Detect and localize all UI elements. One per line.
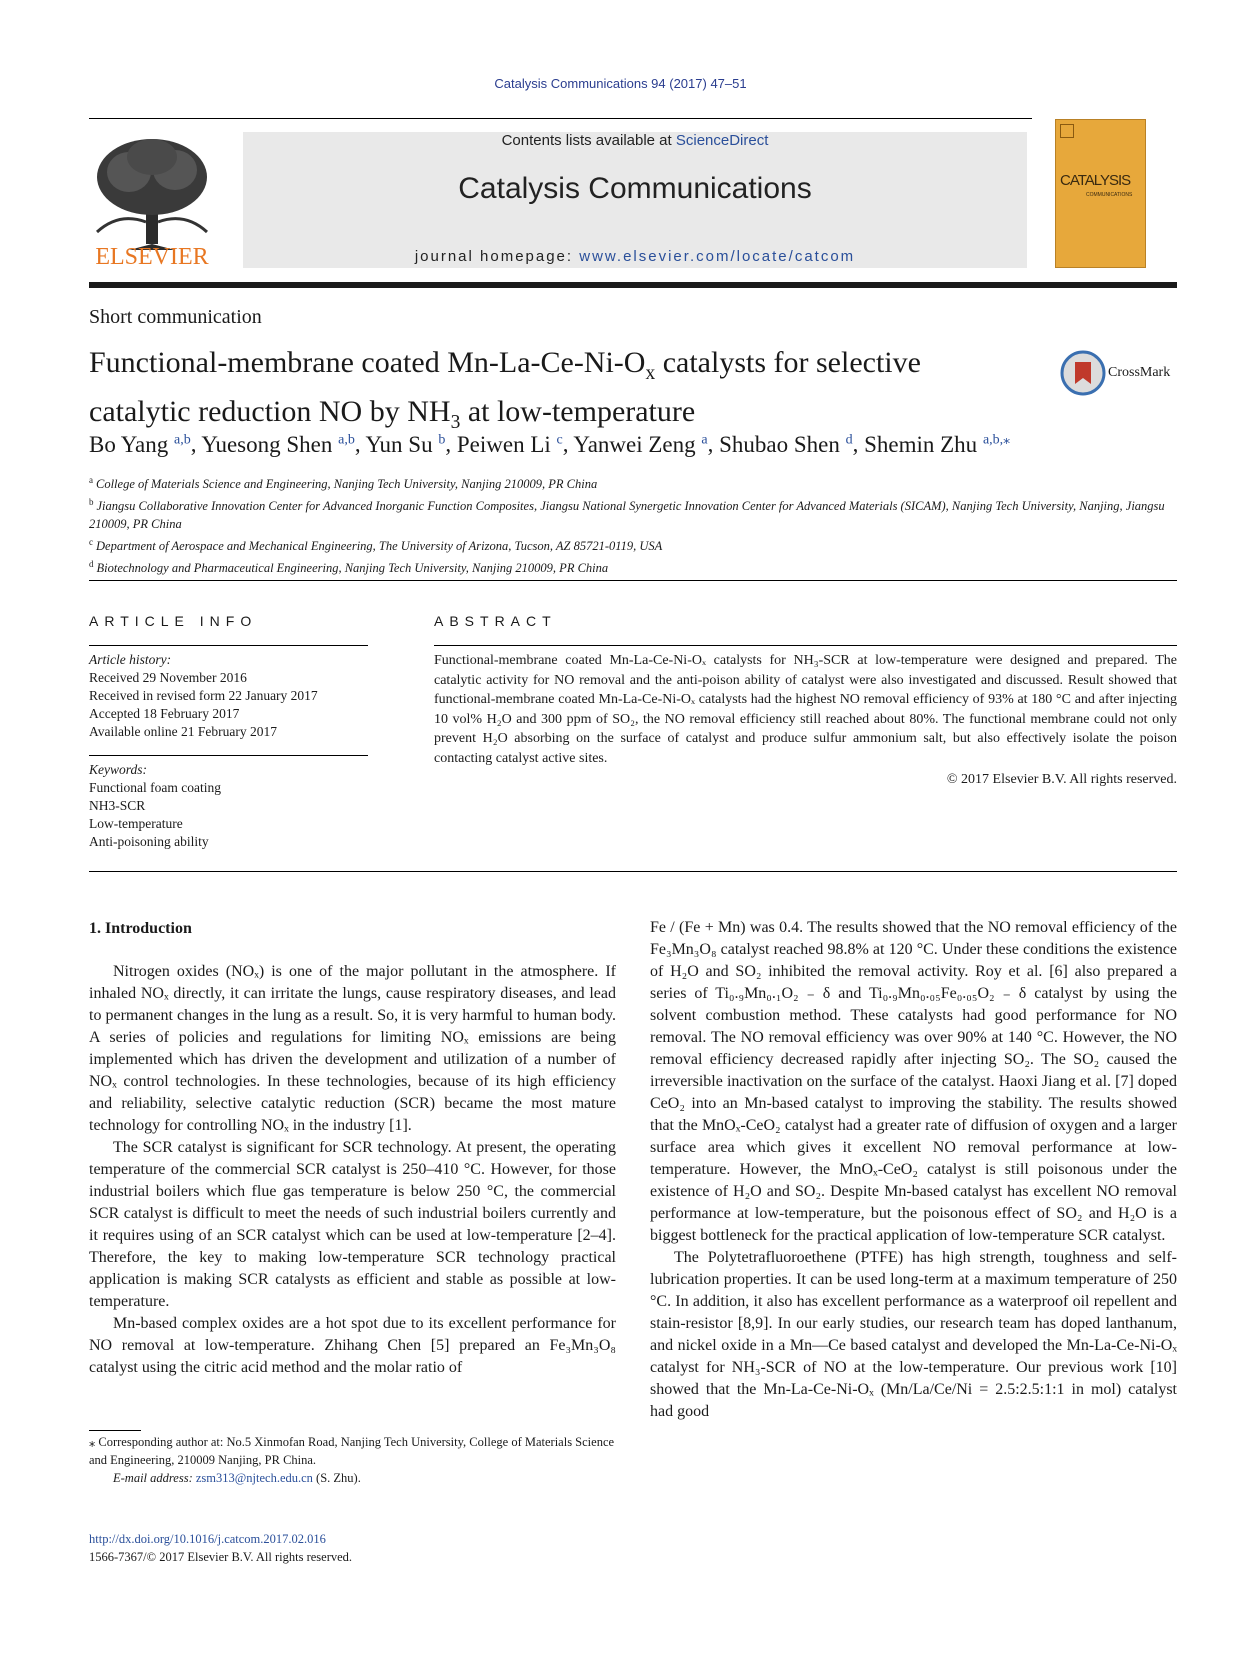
journal-citation[interactable]: Catalysis Communications 94 (2017) 47–51 xyxy=(494,76,747,91)
abstract-text: Functional-membrane coated Mn-La-Ce-Ni-Oₓ catalysts for NH₃-SCR at low-temperature were designed and prepared. The catalytic activity for NO removal and the anti-poison ability of catalyst were also investigated and discussed. Result showed that functional-membrane coated Mn-La-Ce-Ni-Oₓ catalysts had the highest NO removal efficiency of 93% at 180 °C and after injecting 10 vol% H₂O and 300 ppm of SO₂, the NO removal efficiency still reached about 80%. The functional membrane could not only prevent H₂O absorbing on the surface of catalyst and produce sulfur ammonium salt, but also effectively isolate the poison contacting catalyst active sites. xyxy=(434,653,1177,766)
issn-line: 1566-7367/© 2017 Elsevier B.V. All rights reserved. xyxy=(89,1550,353,1564)
keyword: Functional foam coating xyxy=(89,780,221,795)
body-column-right xyxy=(650,917,1177,1423)
elsevier-logo[interactable] xyxy=(89,132,215,274)
homepage-link[interactable]: www.elsevier.com/locate/catcom xyxy=(579,248,856,265)
abstract-copyright: © 2017 Elsevier B.V. All rights reserved. xyxy=(946,772,1177,787)
doi-block xyxy=(89,1530,352,1566)
author[interactable]: Yanwei Zeng $^a$ xyxy=(573,431,708,457)
cover-subtitle: COMMUNICATIONS xyxy=(1086,192,1133,198)
divider xyxy=(89,755,368,756)
author[interactable]: Yuesong Shen $^{a,b}$ xyxy=(201,431,355,457)
doi-link[interactable]: http://dx.doi.org/10.1016/j.catcom.2017.02.016 xyxy=(89,1532,326,1546)
affiliation: $^a$ College of Materials Science and Engineering, Nanjing Tech University, Nanjing 210009, PR China xyxy=(89,475,598,492)
header-thick-rule xyxy=(89,282,1177,288)
keyword: Low-temperature xyxy=(89,816,183,831)
history-label: Article history: xyxy=(89,652,172,667)
article-type: Short communication xyxy=(89,306,262,328)
crossmark-badge[interactable] xyxy=(1060,350,1180,398)
affiliation: $^b$ Jiangsu Collaborative Innovation Center for Advanced Inorganic Function Composites, Jiangsu National Synergetic Innovation Center for Advanced Materials (SICAM), Nanjing Tech University, Nanjing, Jiangsu 210009, PR China xyxy=(89,497,1165,532)
divider xyxy=(89,871,1177,872)
divider xyxy=(434,645,1177,646)
history-item: Accepted 18 February 2017 xyxy=(89,706,240,721)
paragraph: Fe / (Fe + Mn) was 0.4. The results showed that the NO removal efficiency of the Fe₃Mn₃O₈ catalyst reached 98.8% at 120 °C. Under these conditions the existence of H₂O and SO₂ inhibited the removal activity. Roy et al. [6] also prepared a series of Ti₀.₉Mn₀.₁O₂ ₋ δ and Ti₀.₉Mn₀.₀₅Fe₀.₀₅O₂ ₋ δ catalyst by using the solvent combustion method. These catalysts had good performance for NO removal. The NO removal efficiency was over 90% at 140 °C. However, the NO removal efficiency decreased rapidly after injecting SO₂. The SO₂ caused the irreversible inactivation on the surface of the catalyst. Haoxi Jiang et al. [7] doped CeO₂ into an Mn-based catalyst to improving the stability. The results showed that the MnOₓ-CeO₂ catalyst had a greater rate of diffusion of oxygen and a larger surface area which gives it excellent NO removal performance at low-temperature. However, the MnOₓ-CeO₂ catalyst is still poisonous under the existence of H₂O and SO₂. Despite Mn-based catalyst has excellent NO removal performance at low-temperature, but the poisonous effect of SO₂ and H₂O is a biggest bottleneck for the practical application of low-temperature SCR catalyst. xyxy=(650,919,1177,1244)
affiliation: $^c$ Department of Aerospace and Mechanical Engineering, The University of Arizona, Tucson, AZ 85721-0119, USA xyxy=(89,537,663,554)
article-title: Functional-membrane coated $Mn-La-Ce-Ni-O_x$ catalysts for selective catalytic reduction NO by $NH_3$ at low-temperature xyxy=(89,346,921,433)
author[interactable]: Peiwen Li $^c$ xyxy=(456,431,563,457)
body-column-left xyxy=(89,961,616,1379)
history-item: Available online 21 February 2017 xyxy=(89,724,277,739)
crossmark-label: CrossMark xyxy=(1108,365,1171,380)
crossmark-icon xyxy=(1060,350,1106,396)
keywords xyxy=(89,761,379,851)
history-item: Received in revised form 22 January 2017 xyxy=(89,688,318,703)
cover-logo-icon xyxy=(1060,124,1074,138)
footnote-rule xyxy=(89,1430,141,1431)
divider xyxy=(89,580,1177,581)
keyword: NH3-SCR xyxy=(89,798,146,813)
divider xyxy=(89,645,368,646)
email-link[interactable]: zsm313@njtech.edu.cn xyxy=(195,1471,313,1485)
top-rule xyxy=(89,118,1032,119)
author-list: Bo Yang $^{a,b}$, Yuesong Shen $^{a,b}$, Yun Su $^b$, Peiwen Li $^c$, Yanwei Zeng $^a$, Shubao Shen $^d$, Shemin Zhu $^{a,b,⁎}$ xyxy=(89,431,1011,457)
journal-title: Catalysis Communications xyxy=(458,172,812,205)
affiliations xyxy=(89,471,1179,578)
paragraph: Mn-based complex oxides are a hot spot due to its excellent performance for NO removal at low-temperature. Zhihang Chen [5] prepared an Fe₃Mn₃O₈ catalyst using the citric acid method and the molar ratio of xyxy=(89,1315,616,1376)
elsevier-wordmark: ELSEVIER xyxy=(95,244,209,270)
author[interactable]: Shemin Zhu $^{a,b,⁎}$ xyxy=(864,431,1011,457)
author[interactable]: Shubao Shen $^d$ xyxy=(719,431,853,457)
abstract-heading: ABSTRACT xyxy=(434,613,557,629)
cover-title: CATALYSIS xyxy=(1060,172,1131,189)
email-line: E-mail address: zsm313@njtech.edu.cn (S. Zhu). xyxy=(113,1471,361,1485)
paragraph: Nitrogen oxides (NOₓ) is one of the major pollutant in the atmosphere. If inhaled NOₓ directly, it can irritate the lungs, cause respiratory diseases, and lead to permanent changes in the lung as a result. So, it is very harmful to human body. A series of policies and regulations for limiting NOₓ emissions are being implemented which has driven the development and utilization of a number of NOₓ control technologies. In these technologies, because of its high efficiency and reliability, selective catalytic reduction (SCR) became the most mature technology for controlling NOₓ in the industry [1]. xyxy=(89,963,616,1134)
corresponding-author-note: ⁎ Corresponding author at: No.5 Xinmofan Road, Nanjing Tech University, College of Materials Science and Engineering, 210009 Nanjing, PR China. xyxy=(89,1435,615,1467)
footnote xyxy=(89,1433,616,1487)
sciencedirect-link[interactable]: ScienceDirect xyxy=(675,132,769,149)
journal-homepage: journal homepage: www.elsevier.com/locate/catcom xyxy=(414,248,856,265)
article-history xyxy=(89,651,379,741)
paragraph: The SCR catalyst is significant for SCR technology. At present, the operating temperature of the commercial SCR catalyst is 250–410 °C. However, for those industrial boilers which flue gas temperature is below 250 °C, the commercial SCR catalyst is difficult to meet the needs of such industrial boilers currently and it requires using of an SCR catalyst which can be used at low-temperature [2–4]. Therefore, the key to making low-temperature SCR technology practical application is making SCR catalysts as efficient and stable as possible at low-temperature. xyxy=(89,1139,616,1310)
keyword: Anti-poisoning ability xyxy=(89,834,209,849)
keywords-label: Keywords: xyxy=(89,762,147,777)
paragraph: The Polytetrafluoroethene (PTFE) has high strength, toughness and self-lubrication properties. It can be used long-term at a maximum temperature of 250 °C. In addition, it also has excellent performance as a waterproof oil repellent and stain-resistor [8,9]. In our early studies, our research team has doped lanthanum, and nickel oxide in a Mn—Ce based catalyst and developed the Mn-La-Ce-Ni-Oₓ catalyst for NH₃-SCR of NO at the low-temperature. Our previous work [10] showed that the Mn-La-Ce-Ni-Oₓ (Mn/La/Ce/Ni = 2.5:2.5:1:1 in mol) catalyst had good xyxy=(650,1249,1177,1420)
author[interactable]: Yun Su $^b$ xyxy=(365,431,446,457)
article-info-heading: ARTICLE INFO xyxy=(89,613,258,629)
journal-cover[interactable] xyxy=(1055,119,1146,268)
history-item: Received 29 November 2016 xyxy=(89,670,247,685)
author[interactable]: Bo Yang $^{a,b}$ xyxy=(89,431,191,457)
affiliation: $^d$ Biotechnology and Pharmaceutical Engineering, Nanjing Tech University, Nanjing 210009, PR China xyxy=(89,559,609,576)
section-heading: 1. Introduction xyxy=(89,920,192,937)
contents-line: Contents lists available at ScienceDirect xyxy=(501,132,769,149)
